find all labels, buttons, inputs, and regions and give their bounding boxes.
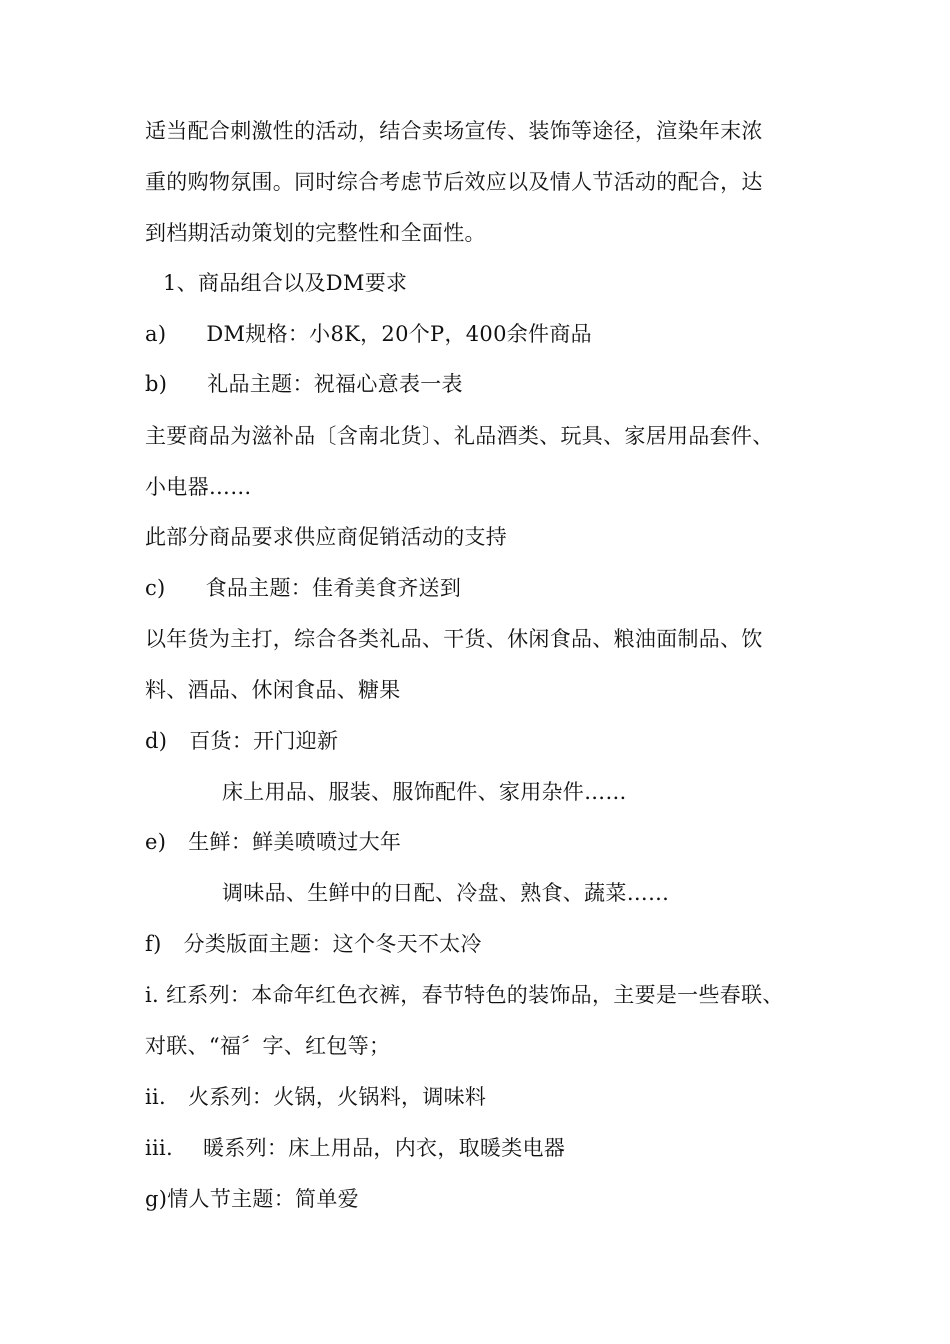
paragraph-line-8: 料、酒品、休闲食品、糖果 bbox=[145, 678, 401, 702]
list-marker: d) bbox=[145, 729, 168, 753]
list-item-e bbox=[145, 829, 401, 855]
list-item-b bbox=[145, 371, 463, 397]
list-item-d bbox=[145, 728, 338, 754]
list-item-a bbox=[145, 321, 592, 347]
list-marker: a) bbox=[145, 322, 167, 346]
list-item-ii bbox=[145, 1084, 486, 1110]
list-item-text: 食品主题：佳肴美食齐送到 bbox=[205, 576, 462, 600]
list-item-f bbox=[145, 931, 482, 957]
list-item-text: DM规格：小8K，20个P，400余件商品 bbox=[206, 322, 592, 346]
paragraph-line-3: 到档期活动策划的完整性和全面性。 bbox=[145, 221, 486, 245]
list-item-text: 火系列：火锅，火锅料，调味料 bbox=[188, 1085, 487, 1109]
list-item-c bbox=[145, 575, 461, 601]
paragraph-line-1: 适当配合刺激性的活动，结合卖场宣传、装饰等途径，渲染年末浓 bbox=[145, 119, 763, 143]
list-item-iii bbox=[145, 1135, 565, 1161]
list-marker: ii. bbox=[145, 1085, 167, 1109]
list-item-text: 礼品主题：祝福心意表一表 bbox=[207, 372, 463, 396]
paragraph-line-6: 此部分商品要求供应商促销活动的支持 bbox=[145, 525, 508, 549]
paragraph-line-12: 对联、“福〞字、红包等； bbox=[145, 1034, 391, 1058]
paragraph-line-4: 主要商品为滋补品〔含南北货〕、礼品酒类、玩具、家居用品套件、 bbox=[145, 424, 774, 448]
list-item-text: 暖系列：床上用品，内衣，取暖类电器 bbox=[203, 1136, 566, 1160]
list-marker: c) bbox=[145, 576, 166, 600]
list-marker: iii. bbox=[145, 1136, 174, 1160]
list-item-text: 生鲜：鲜美喷喷过大年 bbox=[188, 830, 402, 854]
list-marker: f) bbox=[145, 932, 162, 956]
paragraph-line-7: 以年货为主打，综合各类礼品、干货、休闲食品、粮油面制品、饮 bbox=[145, 627, 763, 651]
list-item-text: 分类版面主题：这个冬天不太冷 bbox=[183, 932, 482, 956]
list-marker: e) bbox=[145, 830, 167, 854]
paragraph-line-9: 床上用品、服装、服饰配件、家用杂件…… bbox=[222, 780, 627, 804]
paragraph-line-2: 重的购物氛围。同时综合考虑节后效应以及情人节活动的配合，达 bbox=[145, 170, 763, 194]
paragraph-line-5: 小电器…… bbox=[145, 475, 252, 499]
section-heading: 1、商品组合以及DM要求 bbox=[163, 271, 408, 295]
paragraph-line-11: i. 红系列：本命年红色衣裤，春节特色的装饰品，主要是一些春联、 bbox=[145, 983, 784, 1007]
paragraph-line-13: g)情人节主题：简单爱 bbox=[145, 1187, 359, 1211]
list-marker: b) bbox=[145, 372, 168, 396]
paragraph-line-10: 调味品、生鲜中的日配、冷盘、熟食、蔬菜…… bbox=[222, 881, 670, 905]
list-item-text: 百货：开门迎新 bbox=[189, 729, 339, 753]
